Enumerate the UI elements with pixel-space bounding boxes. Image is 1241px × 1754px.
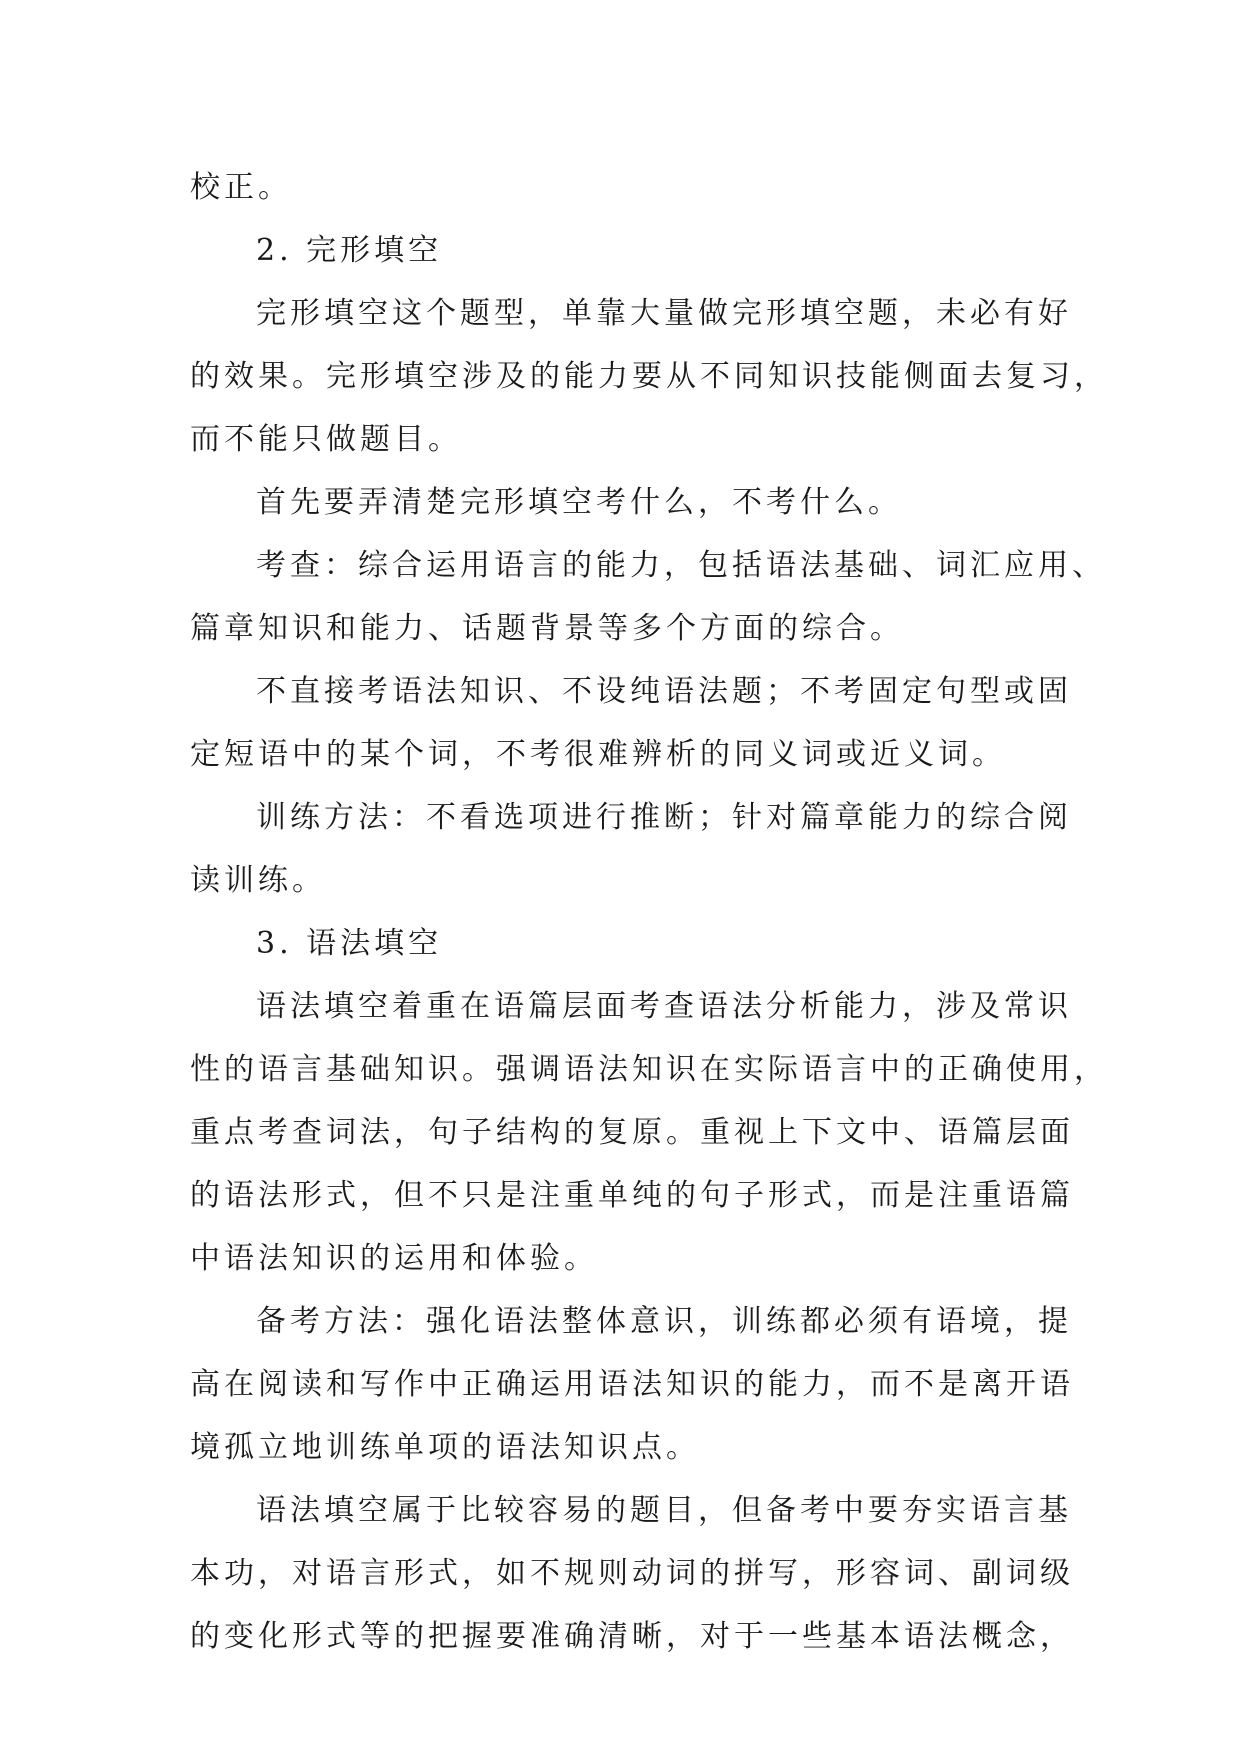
text-line: 读训练。 bbox=[190, 863, 326, 898]
text-line: 语法填空着重在语篇层面考查语法分析能力，涉及常识 bbox=[256, 989, 1072, 1024]
text-line: 的变化形式等的把握要准确清晰，对于一些基本语法概念， bbox=[190, 1619, 1074, 1654]
text-line: 篇章知识和能力、话题背景等多个方面的综合。 bbox=[190, 611, 904, 646]
text-line: 校正。 bbox=[190, 170, 292, 205]
text-line: 而不能只做题目。 bbox=[190, 422, 462, 457]
body-text bbox=[190, 156, 1108, 1668]
text-line: 高在阅读和写作中正确运用语法知识的能力，而不是离开语 bbox=[190, 1367, 1074, 1402]
text-line: 的语法形式，但不只是注重单纯的句子形式，而是注重语篇 bbox=[190, 1178, 1074, 1213]
text-line: 完形填空这个题型，单靠大量做完形填空题，未必有好 bbox=[256, 296, 1072, 331]
text-line: 考查：综合运用语言的能力，包括语法基础、词汇应用、 bbox=[256, 548, 1106, 583]
text-line: 训练方法：不看选项进行推断；针对篇章能力的综合阅 bbox=[256, 800, 1072, 835]
text-line: 首先要弄清楚完形填空考什么，不考什么。 bbox=[256, 485, 902, 520]
text-line: 不直接考语法知识、不设纯语法题；不考固定句型或固 bbox=[256, 674, 1072, 709]
text-line: 本功，对语言形式，如不规则动词的拼写，形容词、副词级 bbox=[190, 1556, 1074, 1591]
text-line: 的效果。完形填空涉及的能力要从不同知识技能侧面去复习， bbox=[190, 359, 1108, 394]
section-heading-cloze: 2. 完形填空 bbox=[256, 233, 443, 268]
section-heading-grammar: 3. 语法填空 bbox=[256, 926, 443, 961]
text-line: 重点考查词法，句子结构的复原。重视上下文中、语篇层面 bbox=[190, 1115, 1074, 1150]
text-line: 性的语言基础知识。强调语法知识在实际语言中的正确使用， bbox=[190, 1052, 1108, 1087]
text-line: 定短语中的某个词，不考很难辨析的同义词或近义词。 bbox=[190, 737, 1006, 772]
text-line: 境孤立地训练单项的语法知识点。 bbox=[190, 1430, 700, 1465]
text-line: 中语法知识的运用和体验。 bbox=[190, 1241, 598, 1276]
text-line: 备考方法：强化语法整体意识，训练都必须有语境，提 bbox=[256, 1304, 1072, 1339]
text-line: 语法填空属于比较容易的题目，但备考中要夯实语言基 bbox=[256, 1493, 1072, 1528]
